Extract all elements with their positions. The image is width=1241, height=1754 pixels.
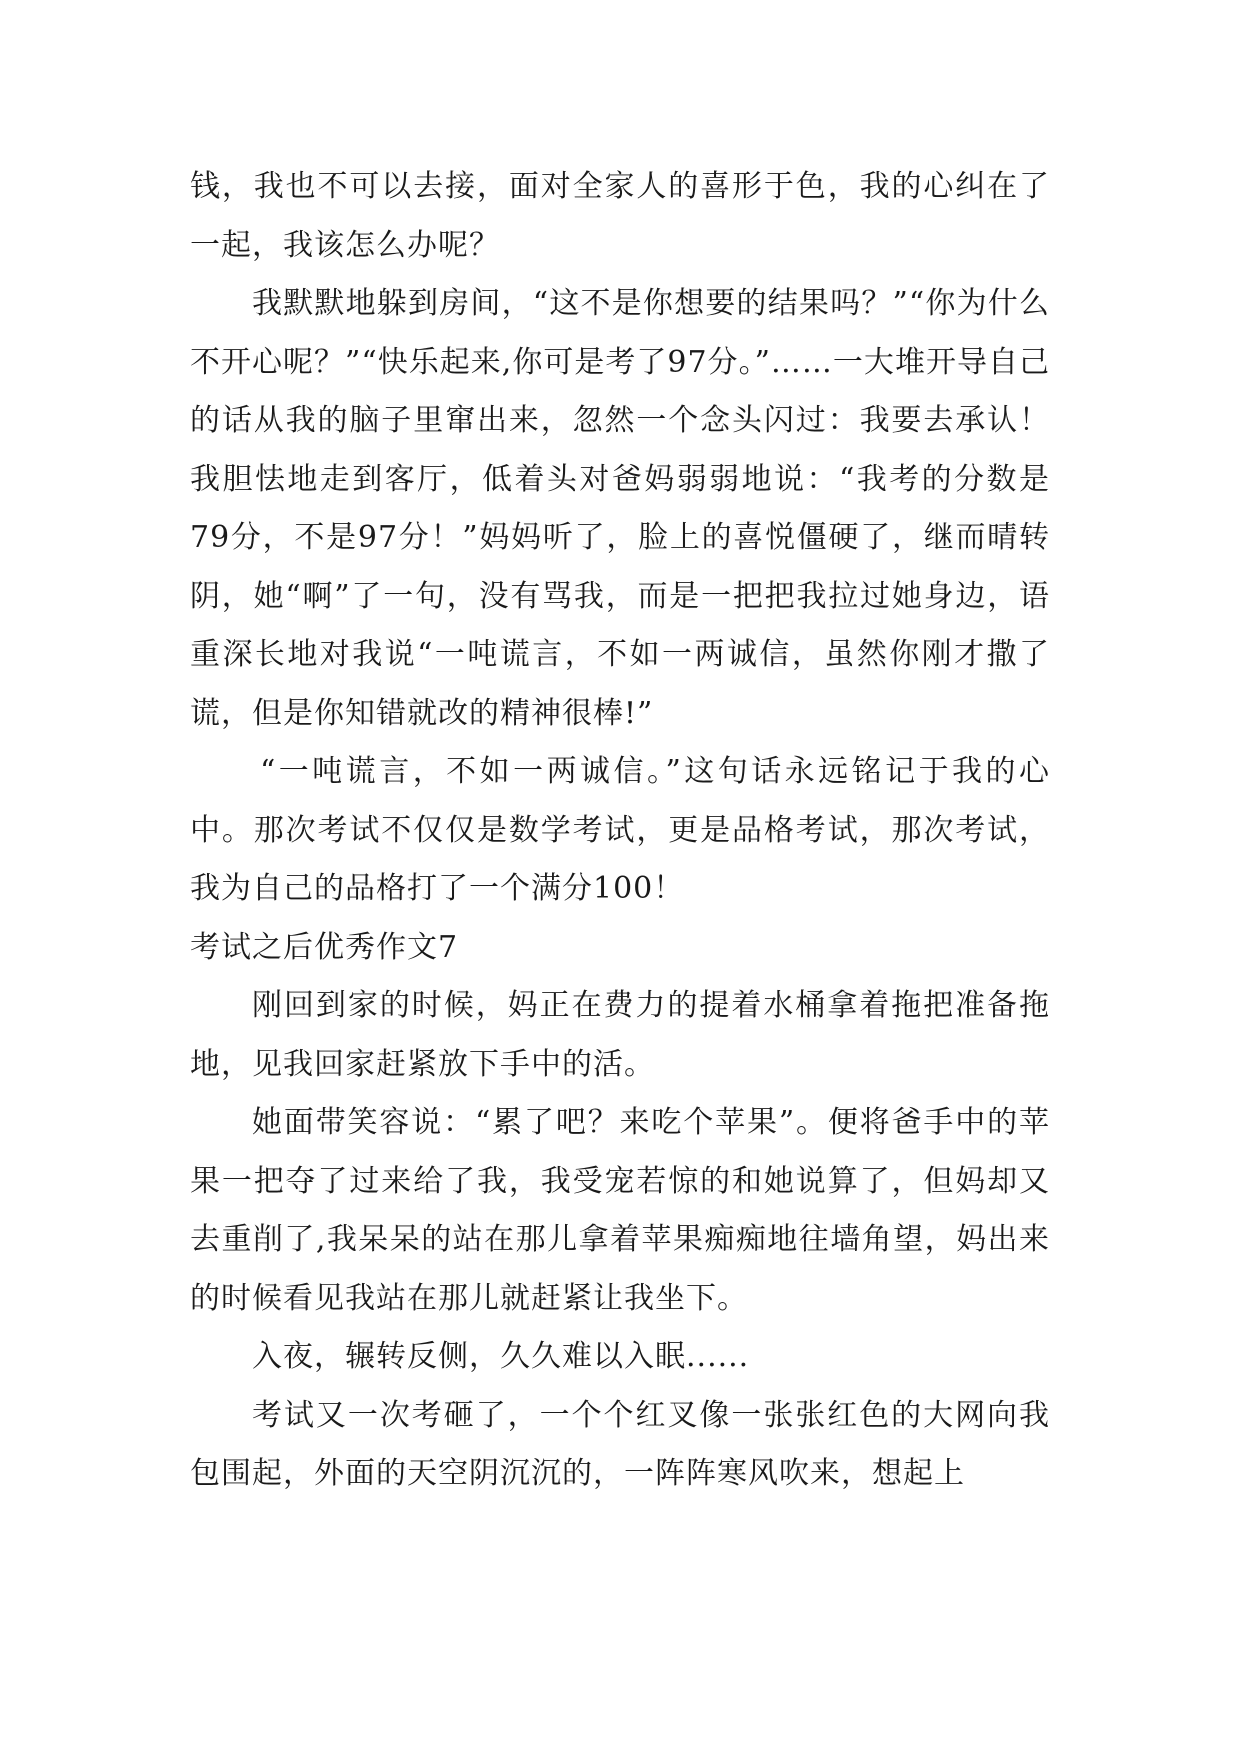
paragraph-apple: 她面带笑容说：“累了吧？来吃个苹果”。便将爸手中的苹果一把夺了过来给了我，我受宠若惊的和她说算了，但妈却又去重削了,我呆呆的站在那儿拿着苹果痴痴地往墙角望，妈出来的时候看见我站在那儿就赶紧让我坐下。 bbox=[190, 1105, 1050, 1316]
paragraph-exam-failed: 考试又一次考砸了，一个个红叉像一张张红色的大网向我包围起，外面的天空阴沉沉的，一阵阵寒风吹来，想起上 bbox=[190, 1397, 1050, 1491]
paragraph-conclusion: “一吨谎言，不如一两诚信。”这句话永远铭记于我的心中。那次考试不仅仅是数学考试，更是品格考试，那次考试，我为自己的品格打了一个满分100！ bbox=[190, 754, 1050, 906]
paragraph-coming-home: 刚回到家的时候，妈正在费力的提着水桶拿着拖把准备拖地，见我回家赶紧放下手中的活。 bbox=[190, 988, 1050, 1082]
paragraph-continuation: 钱，我也不可以去接，面对全家人的喜形于色，我的心纠在了一起，我该怎么办呢？ bbox=[190, 169, 1050, 263]
paragraph-hiding-in-room: 我默默地躲到房间，“这不是你想要的结果吗？”“你为什么不开心呢？”“快乐起来,你可是考了97分。”……一大堆开导自己的话从我的脑子里窜出来，忽然一个念头闪过：我要去承认！我胆怯地走到客厅，低着头对爸妈弱弱地说：“我考的分数是79分，不是97分！”妈妈听了，脸上的喜悦僵硬了，继而晴转阴，她“啊”了一句，没有骂我，而是一把把我拉过她身边，语重深长地对我说“一吨谎言，不如一两诚信，虽然你刚才撒了谎，但是你知错就改的精神很棒!” bbox=[190, 286, 1050, 731]
essay-heading: 考试之后优秀作文7 bbox=[190, 929, 459, 965]
paragraph-night: 入夜，辗转反侧，久久难以入眠...... bbox=[252, 1339, 750, 1374]
document-body bbox=[190, 158, 1050, 1504]
